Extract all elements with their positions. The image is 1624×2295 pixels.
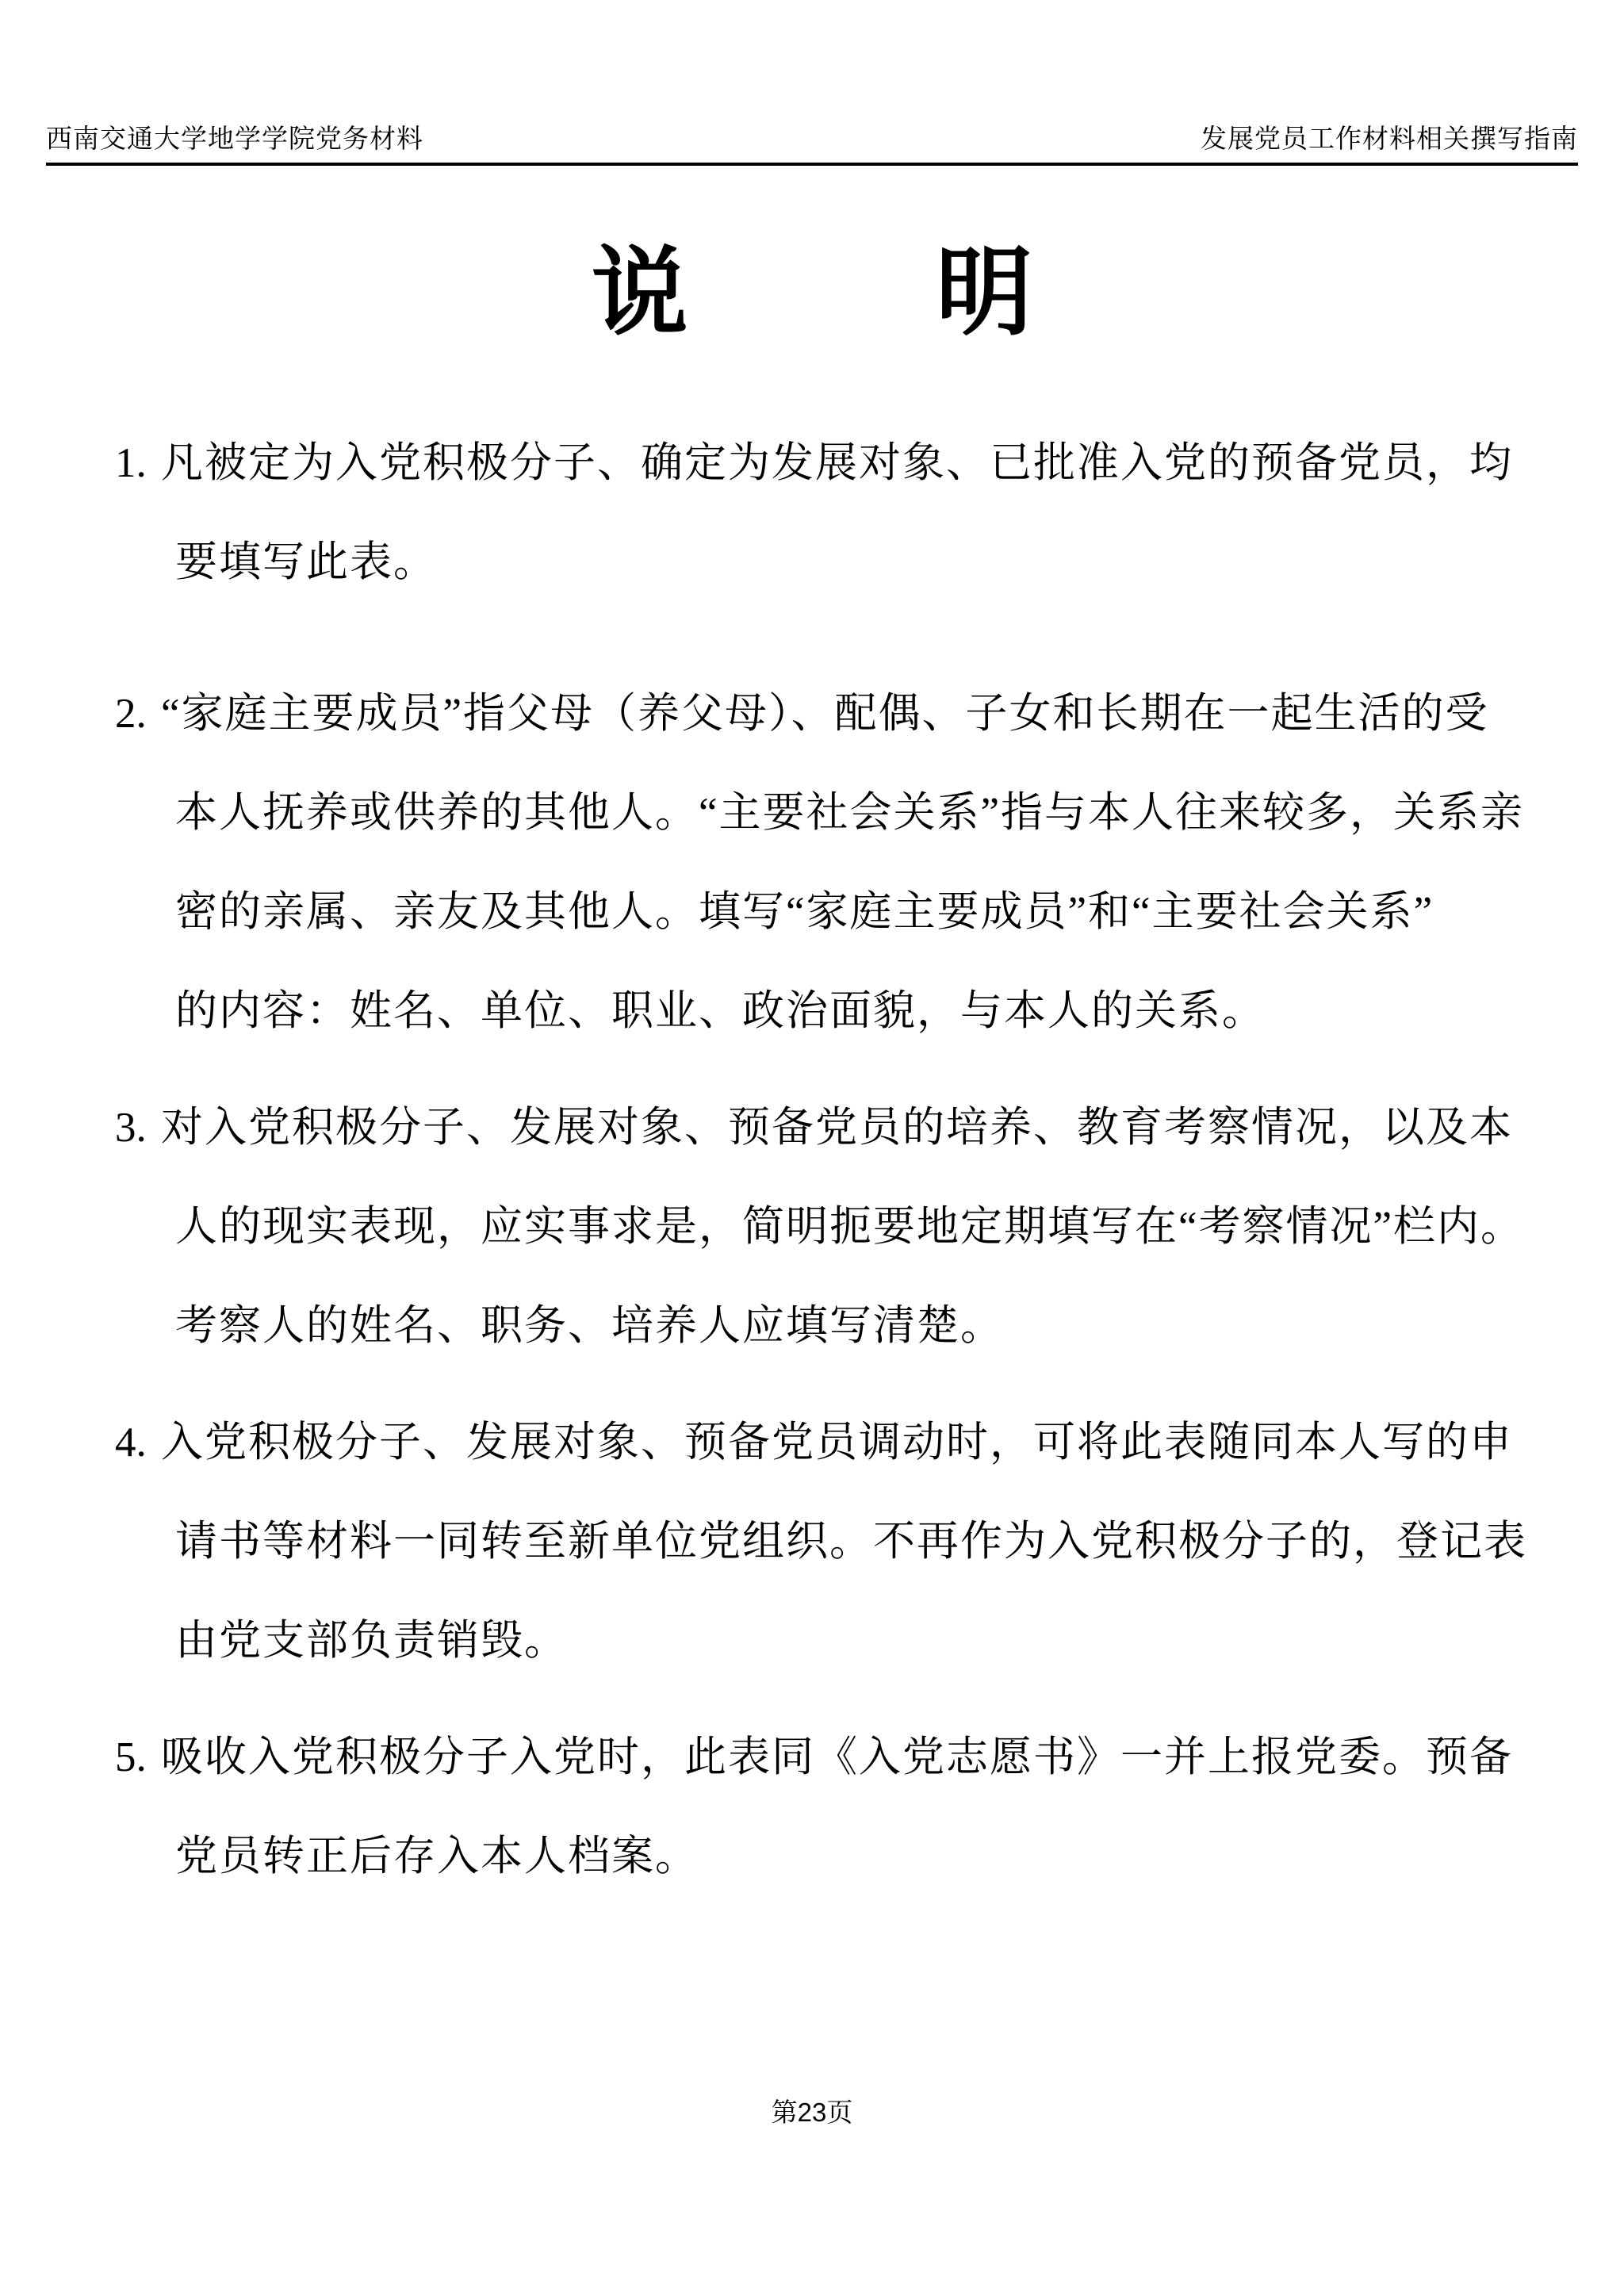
page-header: [46, 124, 1578, 166]
note-line: [115, 1079, 1512, 1178]
note-line: [115, 414, 1512, 513]
note-item-number: 1.: [115, 440, 147, 486]
note-line: 党员转正后存入本人档案。: [175, 1833, 699, 1879]
title-char-ming: 明: [936, 240, 1033, 347]
note-item-number: 3.: [115, 1105, 147, 1151]
note-item-number: 5.: [115, 1734, 147, 1780]
note-line: 考察人的姓名、职务、培养人应填写清楚。: [175, 1303, 1004, 1349]
note-item-3: [115, 1079, 1525, 1376]
note-item-5: [115, 1708, 1512, 1906]
note-line-text: 入党积极分子、发展对象、预备党员调动时，可将此表随同本人写的申: [161, 1420, 1513, 1466]
header-left-text: 西南交通大学地学学院党务材料: [46, 125, 423, 154]
note-line: 请书等材料一同转至新单位党组织。不再作为入党积极分子的，登记表: [175, 1519, 1527, 1565]
header-right-text: 发展党员工作材料相关撰写指南: [1201, 125, 1578, 154]
note-item-2: [115, 665, 1525, 1061]
note-item-number: 2.: [115, 691, 147, 737]
note-line-text: “家庭主要成员”指父母（养父母）、配偶、子女和长期在一起生活的受: [161, 691, 1489, 737]
note-line-text: 对入党积极分子、发展对象、预备党员的培养、教育考察情况，以及本: [161, 1105, 1513, 1151]
note-line: 要填写此表。: [175, 539, 437, 585]
note-line: [115, 665, 1512, 764]
note-item-number: 4.: [115, 1420, 147, 1466]
note-line: [115, 1393, 1512, 1492]
note-line: 的内容：姓名、单位、职业、政治面貌，与本人的关系。: [175, 988, 1266, 1034]
note-item-4: [115, 1393, 1527, 1691]
note-line: 密的亲属、亲友及其他人。填写“家庭主要成员”和“主要社会关系”: [175, 889, 1434, 935]
document-title: [0, 235, 1624, 354]
note-line: 由党支部负责销毁。: [175, 1618, 568, 1664]
page-footer: [0, 2095, 1624, 2130]
note-line-text: 吸收入党积极分子入党时，此表同《入党志愿书》一并上报党委。预备: [161, 1734, 1513, 1780]
note-line: 人的现实表现，应实事求是，简明扼要地定期填写在“考察情况”栏内。: [175, 1204, 1525, 1250]
note-line: 本人抚养或供养的其他人。“主要社会关系”指与本人往来较多，关系亲: [175, 790, 1525, 836]
note-line-text: 凡被定为入党积极分子、确定为发展对象、已批准入党的预备党员，均: [161, 440, 1513, 486]
note-line: [115, 1708, 1512, 1807]
note-item-1: [115, 414, 1512, 612]
page-number: 第23页: [771, 2098, 853, 2127]
title-char-shuo: 说: [591, 240, 688, 347]
notes-list: [115, 414, 1527, 1924]
